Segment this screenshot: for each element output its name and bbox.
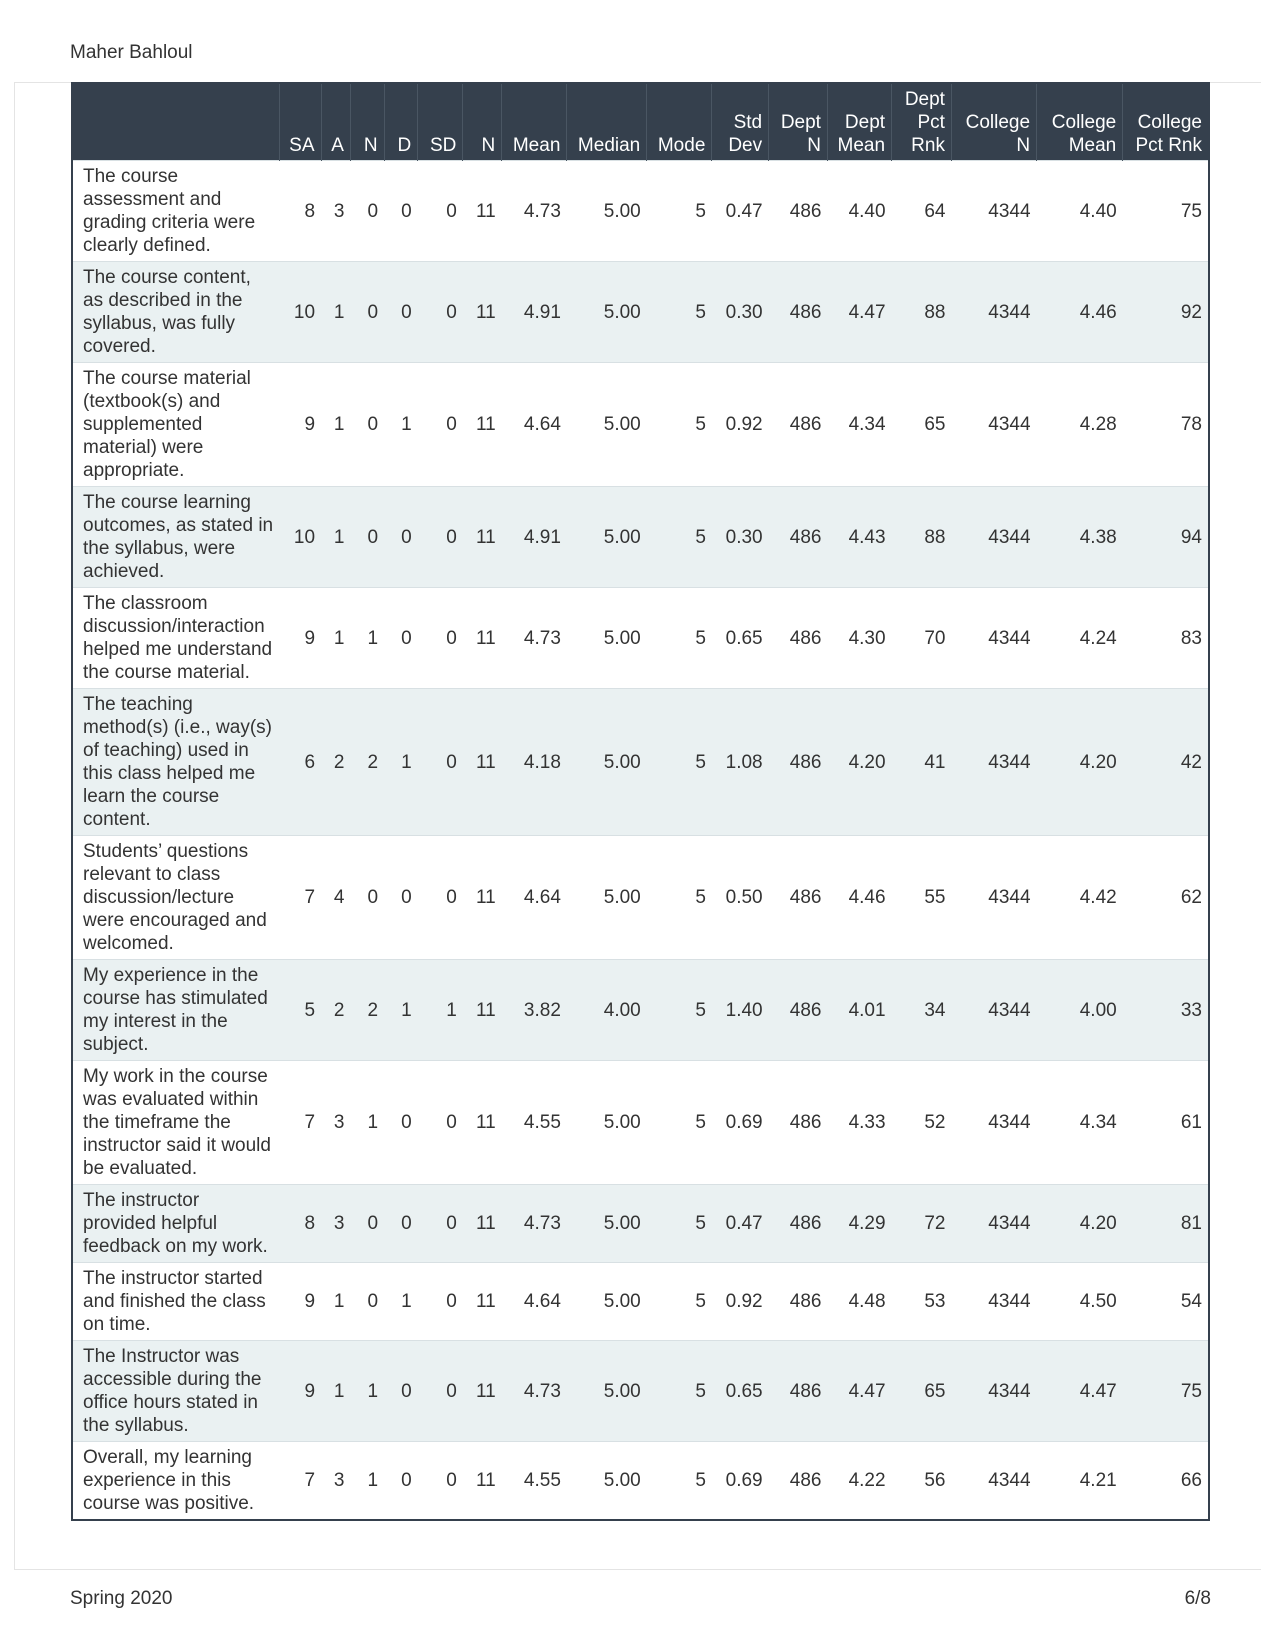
cell-median: 5.00 — [567, 487, 647, 588]
cell-college-mean: 4.38 — [1037, 487, 1123, 588]
cell-median: 5.00 — [567, 1185, 647, 1263]
cell-sa: 10 — [279, 487, 321, 588]
cell-sa: 6 — [279, 689, 321, 836]
cell-std-dev: 0.30 — [712, 262, 769, 363]
cell-dept-n: 486 — [769, 363, 828, 487]
cell-college-n: 4344 — [951, 161, 1036, 262]
cell-n: 11 — [463, 487, 502, 588]
cell-college-n: 4344 — [951, 689, 1036, 836]
cell-college-n: 4344 — [951, 1442, 1036, 1521]
cell-median: 5.00 — [567, 689, 647, 836]
cell-college-mean: 4.28 — [1037, 363, 1123, 487]
cell-dept-pct-rnk: 52 — [892, 1061, 952, 1185]
cell-sd: 0 — [418, 161, 463, 262]
cell-n-resp: 1 — [350, 1341, 384, 1442]
cell-a: 1 — [321, 363, 350, 487]
cell-college-n: 4344 — [951, 588, 1036, 689]
cell-dept-mean: 4.22 — [827, 1442, 891, 1521]
cell-sd: 0 — [418, 836, 463, 960]
column-header-question — [72, 83, 279, 161]
cell-dept-pct-rnk: 70 — [892, 588, 952, 689]
cell-n-resp: 2 — [350, 689, 384, 836]
table-row — [72, 487, 1209, 588]
cell-dept-pct-rnk: 65 — [892, 1341, 952, 1442]
cell-college-mean: 4.47 — [1037, 1341, 1123, 1442]
cell-college-mean: 4.42 — [1037, 836, 1123, 960]
cell-sa: 9 — [279, 363, 321, 487]
question-text: The classroom discussion/interaction helped me understand the course material. — [72, 588, 279, 689]
cell-n-resp: 0 — [350, 262, 384, 363]
cell-a: 1 — [321, 1341, 350, 1442]
cell-n-resp: 0 — [350, 363, 384, 487]
instructor-name: Maher Bahloul — [70, 42, 193, 63]
cell-dept-pct-rnk: 72 — [892, 1185, 952, 1263]
cell-a: 1 — [321, 262, 350, 363]
table-row — [72, 1263, 1209, 1341]
table-header-row — [72, 83, 1209, 161]
cell-mode: 5 — [647, 1263, 712, 1341]
cell-sd: 0 — [418, 363, 463, 487]
cell-college-pct-rnk: 42 — [1123, 689, 1209, 836]
table-row — [72, 689, 1209, 836]
cell-dept-mean: 4.30 — [827, 588, 891, 689]
cell-n-resp: 0 — [350, 1263, 384, 1341]
cell-dept-pct-rnk: 65 — [892, 363, 952, 487]
cell-sa: 9 — [279, 1263, 321, 1341]
cell-dept-n: 486 — [769, 1341, 828, 1442]
cell-mode: 5 — [647, 262, 712, 363]
cell-dept-n: 486 — [769, 1263, 828, 1341]
cell-n-resp: 1 — [350, 1061, 384, 1185]
table-row — [72, 1341, 1209, 1442]
question-text: The teaching method(s) (i.e., way(s) of teaching) used in this class helped me learn the course content. — [72, 689, 279, 836]
question-text: The instructor started and finished the class on time. — [72, 1263, 279, 1341]
column-header-a: A — [321, 83, 350, 161]
cell-sd: 0 — [418, 588, 463, 689]
column-header-sa: SA — [279, 83, 321, 161]
cell-d: 1 — [384, 689, 418, 836]
cell-d: 0 — [384, 161, 418, 262]
cell-median: 5.00 — [567, 262, 647, 363]
cell-n: 11 — [463, 1442, 502, 1521]
cell-college-pct-rnk: 75 — [1123, 1341, 1209, 1442]
cell-mode: 5 — [647, 689, 712, 836]
table-row — [72, 262, 1209, 363]
question-text: My work in the course was evaluated within the timeframe the instructor said it would be evaluated. — [72, 1061, 279, 1185]
cell-n-resp: 1 — [350, 1442, 384, 1521]
cell-college-pct-rnk: 78 — [1123, 363, 1209, 487]
question-text: The instructor provided helpful feedback on my work. — [72, 1185, 279, 1263]
cell-college-mean: 4.24 — [1037, 588, 1123, 689]
cell-mode: 5 — [647, 1185, 712, 1263]
cell-sd: 0 — [418, 1185, 463, 1263]
cell-std-dev: 0.92 — [712, 1263, 769, 1341]
column-header-mode: Mode — [647, 83, 712, 161]
cell-dept-mean: 4.47 — [827, 1341, 891, 1442]
column-header-mean: Mean — [502, 83, 567, 161]
cell-college-mean: 4.20 — [1037, 1185, 1123, 1263]
cell-dept-mean: 4.29 — [827, 1185, 891, 1263]
cell-n: 11 — [463, 689, 502, 836]
cell-mode: 5 — [647, 836, 712, 960]
cell-dept-mean: 4.01 — [827, 960, 891, 1061]
cell-mean: 4.73 — [502, 1341, 567, 1442]
cell-sd: 0 — [418, 487, 463, 588]
cell-college-n: 4344 — [951, 262, 1036, 363]
cell-mean: 4.91 — [502, 487, 567, 588]
cell-d: 1 — [384, 363, 418, 487]
cell-mode: 5 — [647, 1442, 712, 1521]
table-row — [72, 363, 1209, 487]
column-header-dept-pct-rnk: Dept Pct Rnk — [892, 83, 952, 161]
cell-dept-n: 486 — [769, 588, 828, 689]
cell-dept-pct-rnk: 53 — [892, 1263, 952, 1341]
cell-n-resp: 0 — [350, 1185, 384, 1263]
cell-d: 0 — [384, 1341, 418, 1442]
cell-mean: 4.64 — [502, 1263, 567, 1341]
cell-college-pct-rnk: 81 — [1123, 1185, 1209, 1263]
cell-n: 11 — [463, 1061, 502, 1185]
cell-sd: 0 — [418, 1263, 463, 1341]
cell-d: 1 — [384, 1263, 418, 1341]
cell-a: 1 — [321, 1263, 350, 1341]
cell-college-mean: 4.40 — [1037, 161, 1123, 262]
table-row — [72, 1442, 1209, 1521]
cell-sd: 0 — [418, 1061, 463, 1185]
cell-dept-pct-rnk: 55 — [892, 836, 952, 960]
table-row — [72, 836, 1209, 960]
cell-median: 5.00 — [567, 836, 647, 960]
cell-median: 5.00 — [567, 363, 647, 487]
cell-std-dev: 0.30 — [712, 487, 769, 588]
cell-college-mean: 4.00 — [1037, 960, 1123, 1061]
cell-dept-pct-rnk: 88 — [892, 487, 952, 588]
column-header-college-pct-rnk: College Pct Rnk — [1123, 83, 1209, 161]
cell-a: 1 — [321, 487, 350, 588]
cell-college-n: 4344 — [951, 1185, 1036, 1263]
cell-dept-n: 486 — [769, 689, 828, 836]
column-header-n: N — [463, 83, 502, 161]
column-header-dept-n: Dept N — [769, 83, 828, 161]
cell-college-n: 4344 — [951, 1061, 1036, 1185]
cell-median: 5.00 — [567, 161, 647, 262]
column-header-median: Median — [567, 83, 647, 161]
cell-n-resp: 0 — [350, 487, 384, 588]
table-row — [72, 1185, 1209, 1263]
question-text: Overall, my learning experience in this course was positive. — [72, 1442, 279, 1521]
cell-std-dev: 0.47 — [712, 1185, 769, 1263]
cell-std-dev: 0.69 — [712, 1061, 769, 1185]
cell-a: 2 — [321, 689, 350, 836]
cell-mode: 5 — [647, 1341, 712, 1442]
cell-college-mean: 4.46 — [1037, 262, 1123, 363]
column-header-dept-mean: Dept Mean — [827, 83, 891, 161]
cell-std-dev: 0.92 — [712, 363, 769, 487]
cell-std-dev: 1.08 — [712, 689, 769, 836]
column-header-sd: SD — [418, 83, 463, 161]
cell-dept-n: 486 — [769, 960, 828, 1061]
cell-n-resp: 2 — [350, 960, 384, 1061]
cell-a: 2 — [321, 960, 350, 1061]
cell-dept-mean: 4.40 — [827, 161, 891, 262]
cell-mean: 4.73 — [502, 1185, 567, 1263]
column-header-d: D — [384, 83, 418, 161]
cell-mode: 5 — [647, 363, 712, 487]
cell-median: 5.00 — [567, 1061, 647, 1185]
cell-mean: 3.82 — [502, 960, 567, 1061]
cell-d: 0 — [384, 836, 418, 960]
cell-college-mean: 4.34 — [1037, 1061, 1123, 1185]
cell-std-dev: 0.69 — [712, 1442, 769, 1521]
table-body — [72, 161, 1209, 1521]
cell-sd: 0 — [418, 1341, 463, 1442]
cell-mode: 5 — [647, 1061, 712, 1185]
column-header-std-dev: Std Dev — [712, 83, 769, 161]
cell-college-pct-rnk: 83 — [1123, 588, 1209, 689]
cell-a: 3 — [321, 1061, 350, 1185]
cell-mean: 4.64 — [502, 836, 567, 960]
cell-college-pct-rnk: 61 — [1123, 1061, 1209, 1185]
cell-dept-mean: 4.33 — [827, 1061, 891, 1185]
question-text: The course content, as described in the syllabus, was fully covered. — [72, 262, 279, 363]
cell-dept-n: 486 — [769, 1185, 828, 1263]
cell-mode: 5 — [647, 487, 712, 588]
term-label: Spring 2020 — [70, 1588, 173, 1609]
cell-n: 11 — [463, 161, 502, 262]
cell-mode: 5 — [647, 588, 712, 689]
cell-median: 5.00 — [567, 1442, 647, 1521]
cell-n: 11 — [463, 1263, 502, 1341]
cell-sa: 9 — [279, 588, 321, 689]
column-header-college-n: College N — [951, 83, 1036, 161]
cell-college-pct-rnk: 94 — [1123, 487, 1209, 588]
cell-college-mean: 4.20 — [1037, 689, 1123, 836]
cell-college-n: 4344 — [951, 363, 1036, 487]
cell-dept-n: 486 — [769, 262, 828, 363]
cell-n: 11 — [463, 588, 502, 689]
cell-college-n: 4344 — [951, 960, 1036, 1061]
cell-dept-mean: 4.47 — [827, 262, 891, 363]
cell-college-n: 4344 — [951, 836, 1036, 960]
cell-college-pct-rnk: 33 — [1123, 960, 1209, 1061]
cell-std-dev: 0.47 — [712, 161, 769, 262]
cell-college-pct-rnk: 75 — [1123, 161, 1209, 262]
cell-sd: 0 — [418, 689, 463, 836]
cell-college-mean: 4.21 — [1037, 1442, 1123, 1521]
cell-sd: 0 — [418, 262, 463, 363]
cell-n-resp: 0 — [350, 161, 384, 262]
cell-dept-mean: 4.43 — [827, 487, 891, 588]
question-text: The Instructor was accessible during the office hours stated in the syllabus. — [72, 1341, 279, 1442]
cell-n: 11 — [463, 1341, 502, 1442]
cell-a: 1 — [321, 588, 350, 689]
cell-dept-pct-rnk: 34 — [892, 960, 952, 1061]
cell-college-n: 4344 — [951, 1263, 1036, 1341]
evaluation-table — [71, 82, 1210, 1521]
cell-mode: 5 — [647, 960, 712, 1061]
cell-sd: 0 — [418, 1442, 463, 1521]
table-row — [72, 161, 1209, 262]
cell-dept-mean: 4.20 — [827, 689, 891, 836]
cell-n-resp: 1 — [350, 588, 384, 689]
cell-sa: 7 — [279, 1442, 321, 1521]
cell-college-n: 4344 — [951, 487, 1036, 588]
cell-n: 11 — [463, 960, 502, 1061]
cell-d: 0 — [384, 1061, 418, 1185]
cell-dept-n: 486 — [769, 161, 828, 262]
cell-d: 1 — [384, 960, 418, 1061]
table-row — [72, 1061, 1209, 1185]
question-text: Students’ questions relevant to class discussion/lecture were encouraged and welcomed. — [72, 836, 279, 960]
column-header-college-mean: College Mean — [1037, 83, 1123, 161]
cell-median: 4.00 — [567, 960, 647, 1061]
cell-dept-pct-rnk: 88 — [892, 262, 952, 363]
cell-sd: 1 — [418, 960, 463, 1061]
cell-college-pct-rnk: 92 — [1123, 262, 1209, 363]
cell-mean: 4.55 — [502, 1442, 567, 1521]
cell-std-dev: 0.50 — [712, 836, 769, 960]
table-row — [72, 588, 1209, 689]
cell-d: 0 — [384, 262, 418, 363]
cell-dept-pct-rnk: 56 — [892, 1442, 952, 1521]
cell-college-n: 4344 — [951, 1341, 1036, 1442]
cell-college-pct-rnk: 66 — [1123, 1442, 1209, 1521]
cell-d: 0 — [384, 487, 418, 588]
cell-median: 5.00 — [567, 588, 647, 689]
cell-n: 11 — [463, 1185, 502, 1263]
question-text: The course assessment and grading criteria were clearly defined. — [72, 161, 279, 262]
cell-dept-pct-rnk: 41 — [892, 689, 952, 836]
cell-mean: 4.73 — [502, 588, 567, 689]
cell-d: 0 — [384, 1185, 418, 1263]
cell-college-pct-rnk: 62 — [1123, 836, 1209, 960]
cell-d: 0 — [384, 1442, 418, 1521]
column-header-n-resp: N — [350, 83, 384, 161]
question-text: The course material (textbook(s) and supplemented material) were appropriate. — [72, 363, 279, 487]
cell-std-dev: 0.65 — [712, 588, 769, 689]
cell-college-mean: 4.50 — [1037, 1263, 1123, 1341]
cell-a: 3 — [321, 1442, 350, 1521]
cell-dept-pct-rnk: 64 — [892, 161, 952, 262]
cell-college-pct-rnk: 54 — [1123, 1263, 1209, 1341]
cell-dept-n: 486 — [769, 1061, 828, 1185]
cell-median: 5.00 — [567, 1341, 647, 1442]
cell-a: 3 — [321, 1185, 350, 1263]
cell-a: 3 — [321, 161, 350, 262]
cell-d: 0 — [384, 588, 418, 689]
cell-mean: 4.73 — [502, 161, 567, 262]
cell-sa: 8 — [279, 1185, 321, 1263]
table-row — [72, 960, 1209, 1061]
cell-mean: 4.91 — [502, 262, 567, 363]
cell-mean: 4.64 — [502, 363, 567, 487]
cell-sa: 9 — [279, 1341, 321, 1442]
cell-n: 11 — [463, 262, 502, 363]
cell-n: 11 — [463, 363, 502, 487]
cell-dept-mean: 4.34 — [827, 363, 891, 487]
cell-dept-n: 486 — [769, 1442, 828, 1521]
cell-a: 4 — [321, 836, 350, 960]
cell-sa: 5 — [279, 960, 321, 1061]
cell-sa: 8 — [279, 161, 321, 262]
page-number: 6/8 — [1184, 1588, 1211, 1609]
cell-std-dev: 1.40 — [712, 960, 769, 1061]
cell-sa: 7 — [279, 836, 321, 960]
cell-dept-n: 486 — [769, 836, 828, 960]
cell-mean: 4.55 — [502, 1061, 567, 1185]
cell-median: 5.00 — [567, 1263, 647, 1341]
cell-dept-mean: 4.48 — [827, 1263, 891, 1341]
cell-std-dev: 0.65 — [712, 1341, 769, 1442]
cell-n-resp: 0 — [350, 836, 384, 960]
cell-mean: 4.18 — [502, 689, 567, 836]
cell-n: 11 — [463, 836, 502, 960]
question-text: My experience in the course has stimulated my interest in the subject. — [72, 960, 279, 1061]
cell-dept-mean: 4.46 — [827, 836, 891, 960]
cell-mode: 5 — [647, 161, 712, 262]
question-text: The course learning outcomes, as stated in the syllabus, were achieved. — [72, 487, 279, 588]
cell-sa: 7 — [279, 1061, 321, 1185]
cell-sa: 10 — [279, 262, 321, 363]
cell-dept-n: 486 — [769, 487, 828, 588]
